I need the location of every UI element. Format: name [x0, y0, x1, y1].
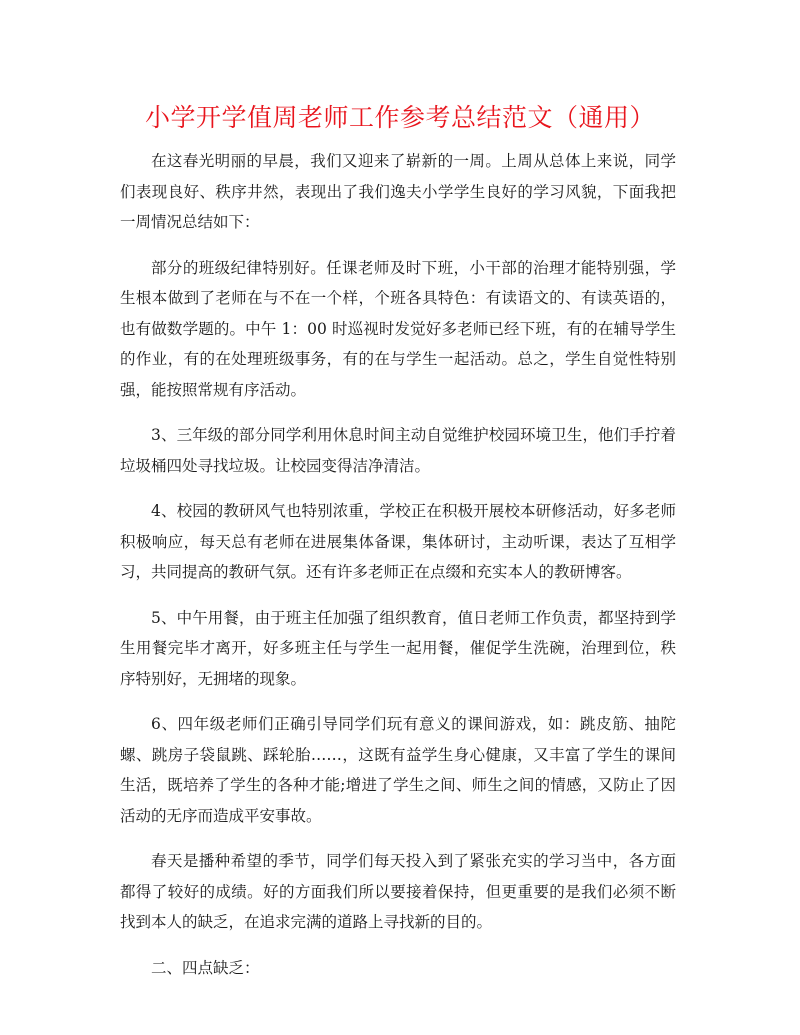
paragraph-class-discipline: 部分的班级纪律特别好。任课老师及时下班，小干部的治理才能特别强，学生根本做到了老师在与不在一个样，个班各具特色：有读语文的、有读英语的，也有做数学题的。中午 1：00 时巡视时发觉好多老师已经下班，有的在辅导学生的作业，有的在处理班级事务，有的在与学生一起活动。总之，学生自觉性特别强，能按照常规有序活动。: [120, 258, 676, 399]
paragraph-item-3: 3、三年级的部分同学利用休息时间主动自觉维护校园环境卫生，他们手拧着垃圾桶四处寻找垃圾。让校园变得洁净清洁。: [120, 426, 676, 475]
paragraph-item-6: 6、四年级老师们正确引导同学们玩有意义的课间游戏，如：跳皮筋、抽陀螺、跳房子袋鼠跳、踩轮胎……，这既有益学生身心健康，又丰富了学生的课间生活，既培养了学生的各种才能;增进了学生之间、师生之间的情感，又防止了因活动的无序而造成平安事故。: [120, 715, 676, 825]
paragraph-item-5: 5、中午用餐，由于班主任加强了组织教育，值日老师工作负责，都坚持到学生用餐完毕才离开，好多班主任与学生一起用餐，催促学生洗碗，治理到位，秩序特别好，无拥堵的现象。: [120, 608, 676, 688]
section-heading-shortcomings: 二、四点缺乏：: [151, 958, 260, 977]
paragraph-spring: 春天是播种希望的季节，同学们每天投入到了紧张充实的学习当中，各方面都得了较好的成绩。好的方面我们所以要接着保持，但更重要的是我们必须不断找到本人的缺乏，在追求完满的道路上寻找新的目的。: [120, 852, 676, 931]
paragraph-item-4: 4、校园的教研风气也特别浓重，学校正在积极开展校本研修活动，好多老师积极响应，每天总有老师在进展集体备课，集体研讨，主动听课，表达了互相学习，共同提高的教研气氛。还有许多老师正在点缀和充实本人的教研博客。: [120, 502, 676, 581]
document-title: 小学开学值周老师工作参考总结范文（通用）: [144, 103, 655, 132]
paragraph-intro: 在这春光明丽的早晨，我们又迎来了崭新的一周。上周从总体上来说，同学们表现良好、秩序井然，表现出了我们逸夫小学学生良好的学习风貌，下面我把一周情况总结如下：: [120, 152, 676, 231]
document-body: [120, 146, 676, 998]
